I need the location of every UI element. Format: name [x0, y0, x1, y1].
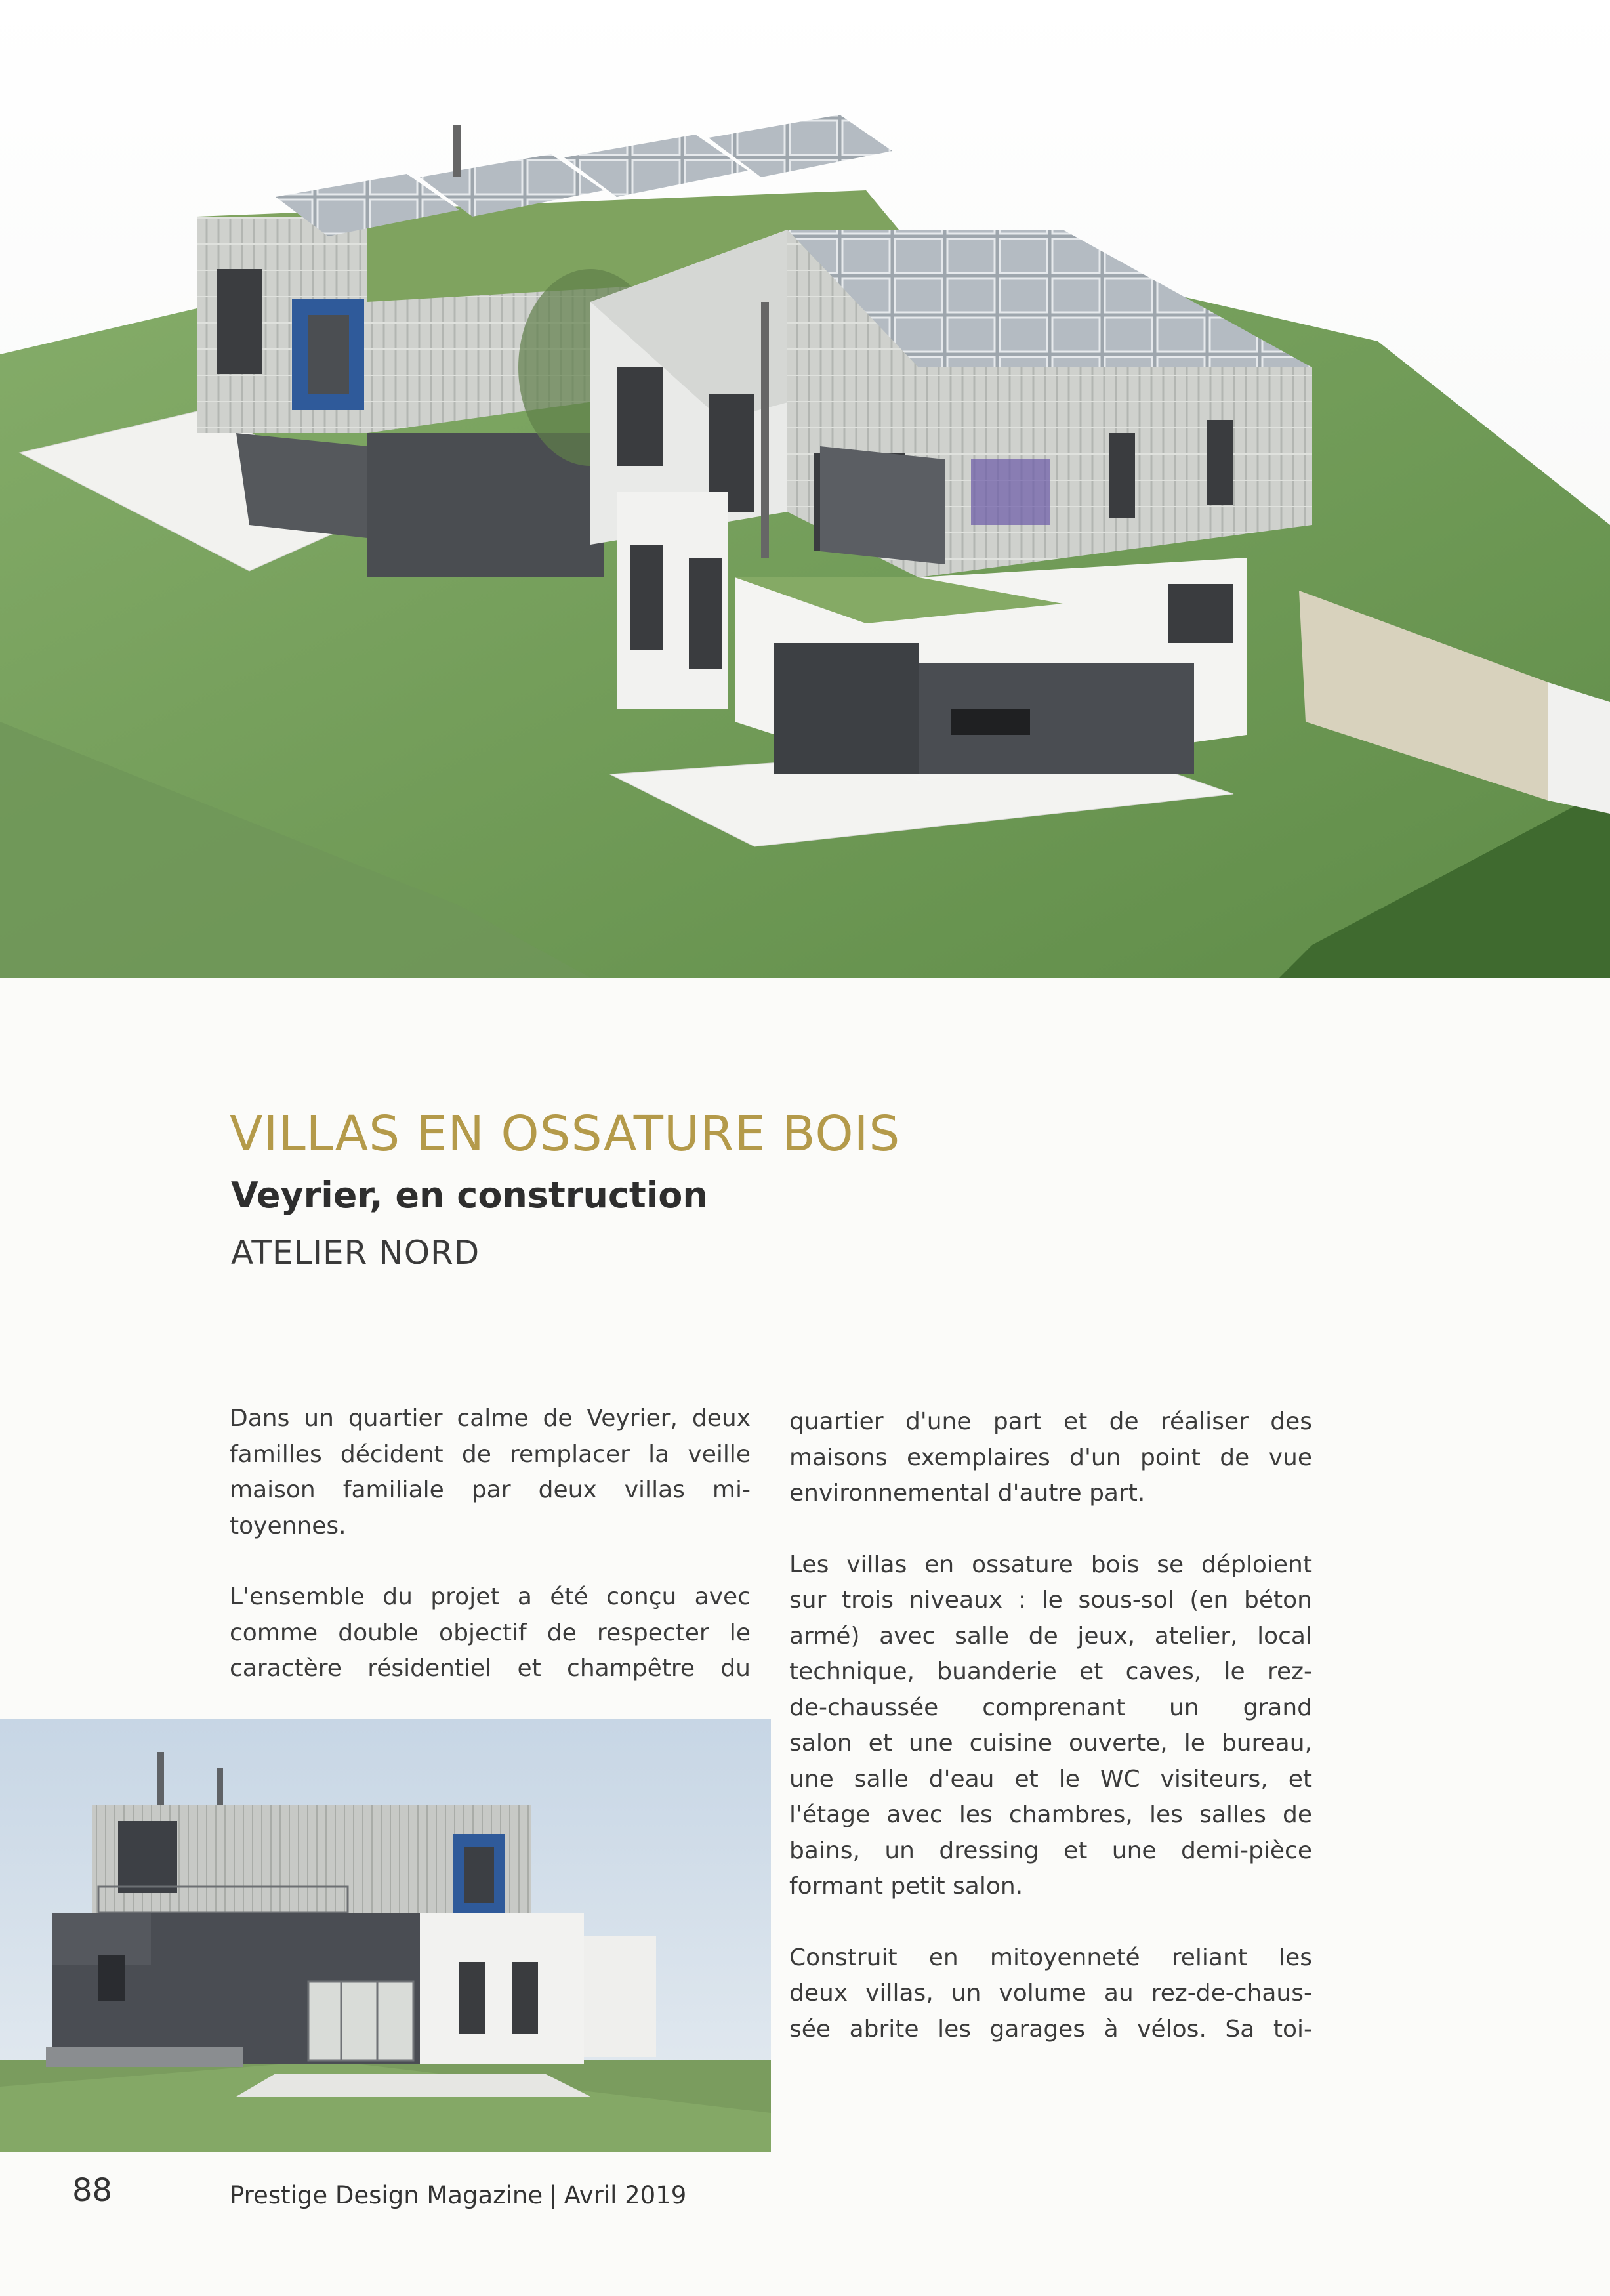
text-line: sée abrite les garages à vélos. Sa toi- [789, 2015, 1312, 2043]
magazine-footer [230, 2181, 686, 2209]
text-line: de-chaussée comprenant un grand [789, 1694, 1312, 1721]
text-line: comme double objectif de respecter le [230, 1619, 751, 1646]
paragraph [789, 1940, 1312, 2048]
text-line: formant petit salon. [789, 1873, 1023, 1900]
text-line: deux villas, un volume au rez-de-chaus- [789, 1980, 1312, 2007]
text-line: quartier d'une part et de réaliser des [789, 1408, 1312, 1435]
text-line: maisons exemplaires d'un point de vue [789, 1444, 1312, 1471]
page-number: 88 [72, 2172, 113, 2209]
paragraph [789, 1547, 1312, 1905]
text-line: environnemental d'autre part. [789, 1480, 1146, 1507]
bottom-villa-rendering [0, 1719, 771, 2152]
text-line: armé) avec salle de jeux, atelier, local [789, 1622, 1312, 1650]
text-line: l'étage avec les chambres, les salles de [789, 1801, 1312, 1828]
text-line: salon et une cuisine ouverte, le bureau, [789, 1730, 1312, 1757]
paragraph [230, 1401, 751, 1544]
text-line: maison familiale par deux villas mi- [230, 1476, 751, 1503]
text-line: Dans un quartier calme de Veyrier, deux [230, 1405, 751, 1432]
article-title: VILLAS EN OSSATURE BOIS [230, 1106, 901, 1162]
text-column-left [230, 1401, 751, 1722]
footer-separator: | [549, 2181, 558, 2209]
magazine-name: Prestige Design Magazine [230, 2181, 543, 2209]
text-line: sur trois niveaux : le sous-sol (en béton [789, 1587, 1312, 1614]
paragraph [789, 1404, 1312, 1512]
top-villa-rendering [0, 0, 1610, 978]
issue-date: Avril 2019 [564, 2181, 687, 2209]
text-line: une salle d'eau et le WC visiteurs, et [789, 1765, 1312, 1793]
text-line: Construit en mitoyenneté reliant les [789, 1944, 1312, 1971]
text-line: toyennes. [230, 1512, 346, 1539]
text-line: caractère résidentiel et champêtre du [230, 1655, 751, 1682]
article-author: ATELIER NORD [231, 1234, 480, 1272]
text-line: familles décident de remplacer la veille [230, 1440, 751, 1468]
text-line: L'ensemble du projet a été conçu avec [230, 1583, 751, 1610]
text-line: bains, un dressing et une demi-pièce [789, 1837, 1312, 1864]
text-line: Les villas en ossature bois se déploient [789, 1551, 1312, 1578]
text-line: technique, buanderie et caves, le rez- [789, 1658, 1312, 1685]
text-column-right [789, 1404, 1312, 2083]
article-subtitle: Veyrier, en construction [231, 1175, 708, 1216]
paragraph [230, 1579, 751, 1687]
